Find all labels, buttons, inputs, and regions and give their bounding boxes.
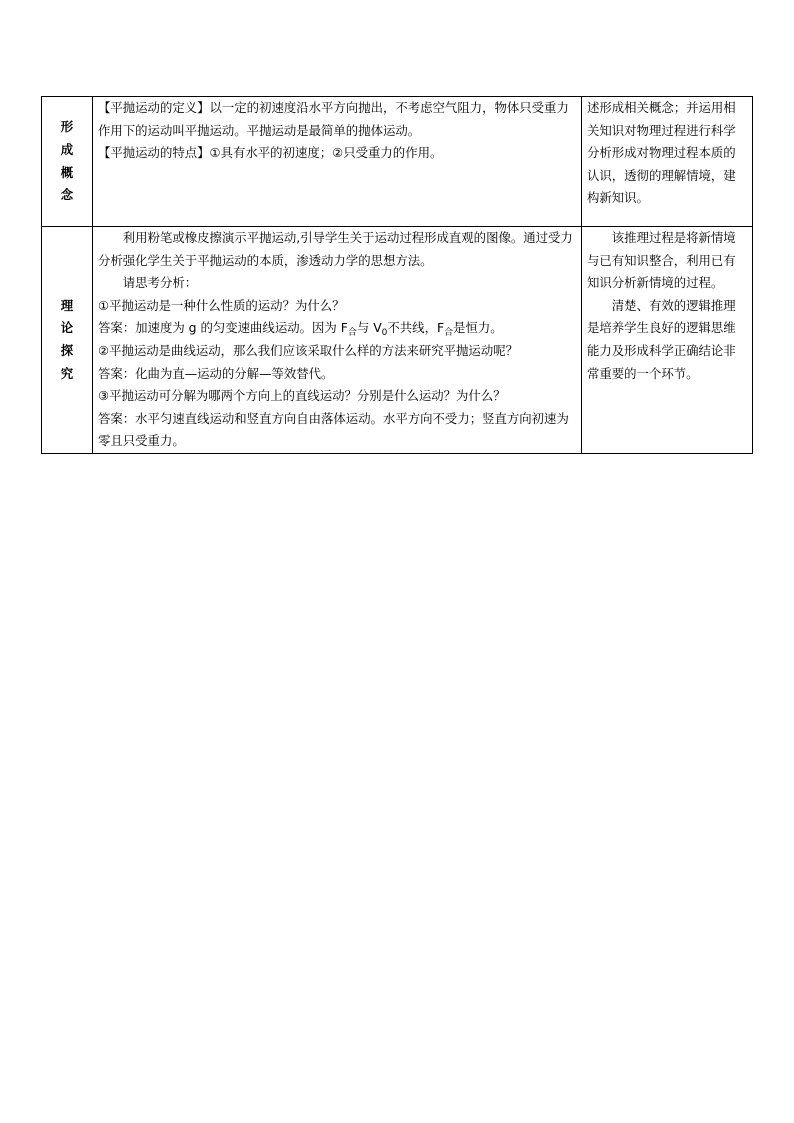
lesson-plan-table xyxy=(41,96,753,454)
answer-2: 答案：化曲为直—运动的分解—等效替代。 xyxy=(98,365,334,381)
question-1: ①平抛运动是一种什么性质的运动？为什么？ xyxy=(98,297,345,313)
table-row-theory xyxy=(42,227,753,454)
label-char: 探 xyxy=(60,342,74,358)
prompt-line: 请思考分析： xyxy=(122,275,198,291)
theory-content-cell xyxy=(93,227,582,454)
definition-paragraph: 【平抛运动的定义】以一定的初速度沿水平方向抛出，不考虑空气阻力，物体只受重力作用下的运动叫平抛运动。平抛运动是最简单的抛体运动。 xyxy=(98,100,569,138)
answer-1-part: 答案：加速度为 g 的匀变速曲线运动。因为 F xyxy=(98,320,348,336)
theory-note-2: 清楚、有效的逻辑推理是培养学生良好的逻辑思维能力及形成科学正确结论非常重要的一个环节。 xyxy=(587,297,736,381)
table-row-concept xyxy=(42,97,753,227)
answer-3: 答案：水平匀速直线运动和竖直方向自由落体运动。水平方向不受力；竖直方向初速为零且只受重力。 xyxy=(98,410,569,449)
demo-paragraph: 利用粉笔或橡皮擦演示平抛运动,引导学生关于运动过程形成直观的图像。通过受力分析强化学生关于平抛运动的本质，渗透动力学的思想方法。 xyxy=(98,230,573,268)
question-3: ③平抛运动可分解为哪两个方向上的直线运动？分别是什么运动？为什么？ xyxy=(98,388,506,404)
concept-note-cell xyxy=(582,97,753,227)
row-label-theory xyxy=(42,227,93,454)
subscript-zero: 0 xyxy=(381,328,388,339)
question-2: ②平抛运动是曲线运动，那么我们应该采取什么样的方法来研究平抛运动呢？ xyxy=(98,342,518,358)
row-label-concept xyxy=(42,97,93,227)
label-char: 形 xyxy=(60,119,74,135)
label-char: 论 xyxy=(60,320,74,336)
label-char: 概 xyxy=(60,164,74,180)
answer-1-part: 是恒力。 xyxy=(453,320,503,336)
label-char: 理 xyxy=(60,297,74,313)
theory-note-1: 该推理过程是将新情境与已有知识整合，利用已有知识分析新情境的过程。 xyxy=(587,230,736,291)
label-char: 究 xyxy=(60,365,74,381)
answer-1 xyxy=(98,317,576,340)
label-char: 念 xyxy=(60,187,74,203)
concept-note-text: 述形成相关概念；并运用相关知识对物理过程进行科学分析形成对物理过程本质的认识，透彻的理解情境，建构新知识。 xyxy=(587,100,736,206)
subscript-he: 合 xyxy=(347,328,357,339)
label-char: 成 xyxy=(60,141,74,157)
features-paragraph: 【平抛运动的特点】①具有水平的初速度；②只受重力的作用。 xyxy=(98,145,443,161)
answer-1-part: 与 V xyxy=(356,320,382,336)
theory-note-cell xyxy=(582,227,753,454)
answer-1-part: 不共线，F xyxy=(387,320,445,336)
subscript-he: 合 xyxy=(444,328,454,339)
concept-content-cell xyxy=(93,97,582,227)
